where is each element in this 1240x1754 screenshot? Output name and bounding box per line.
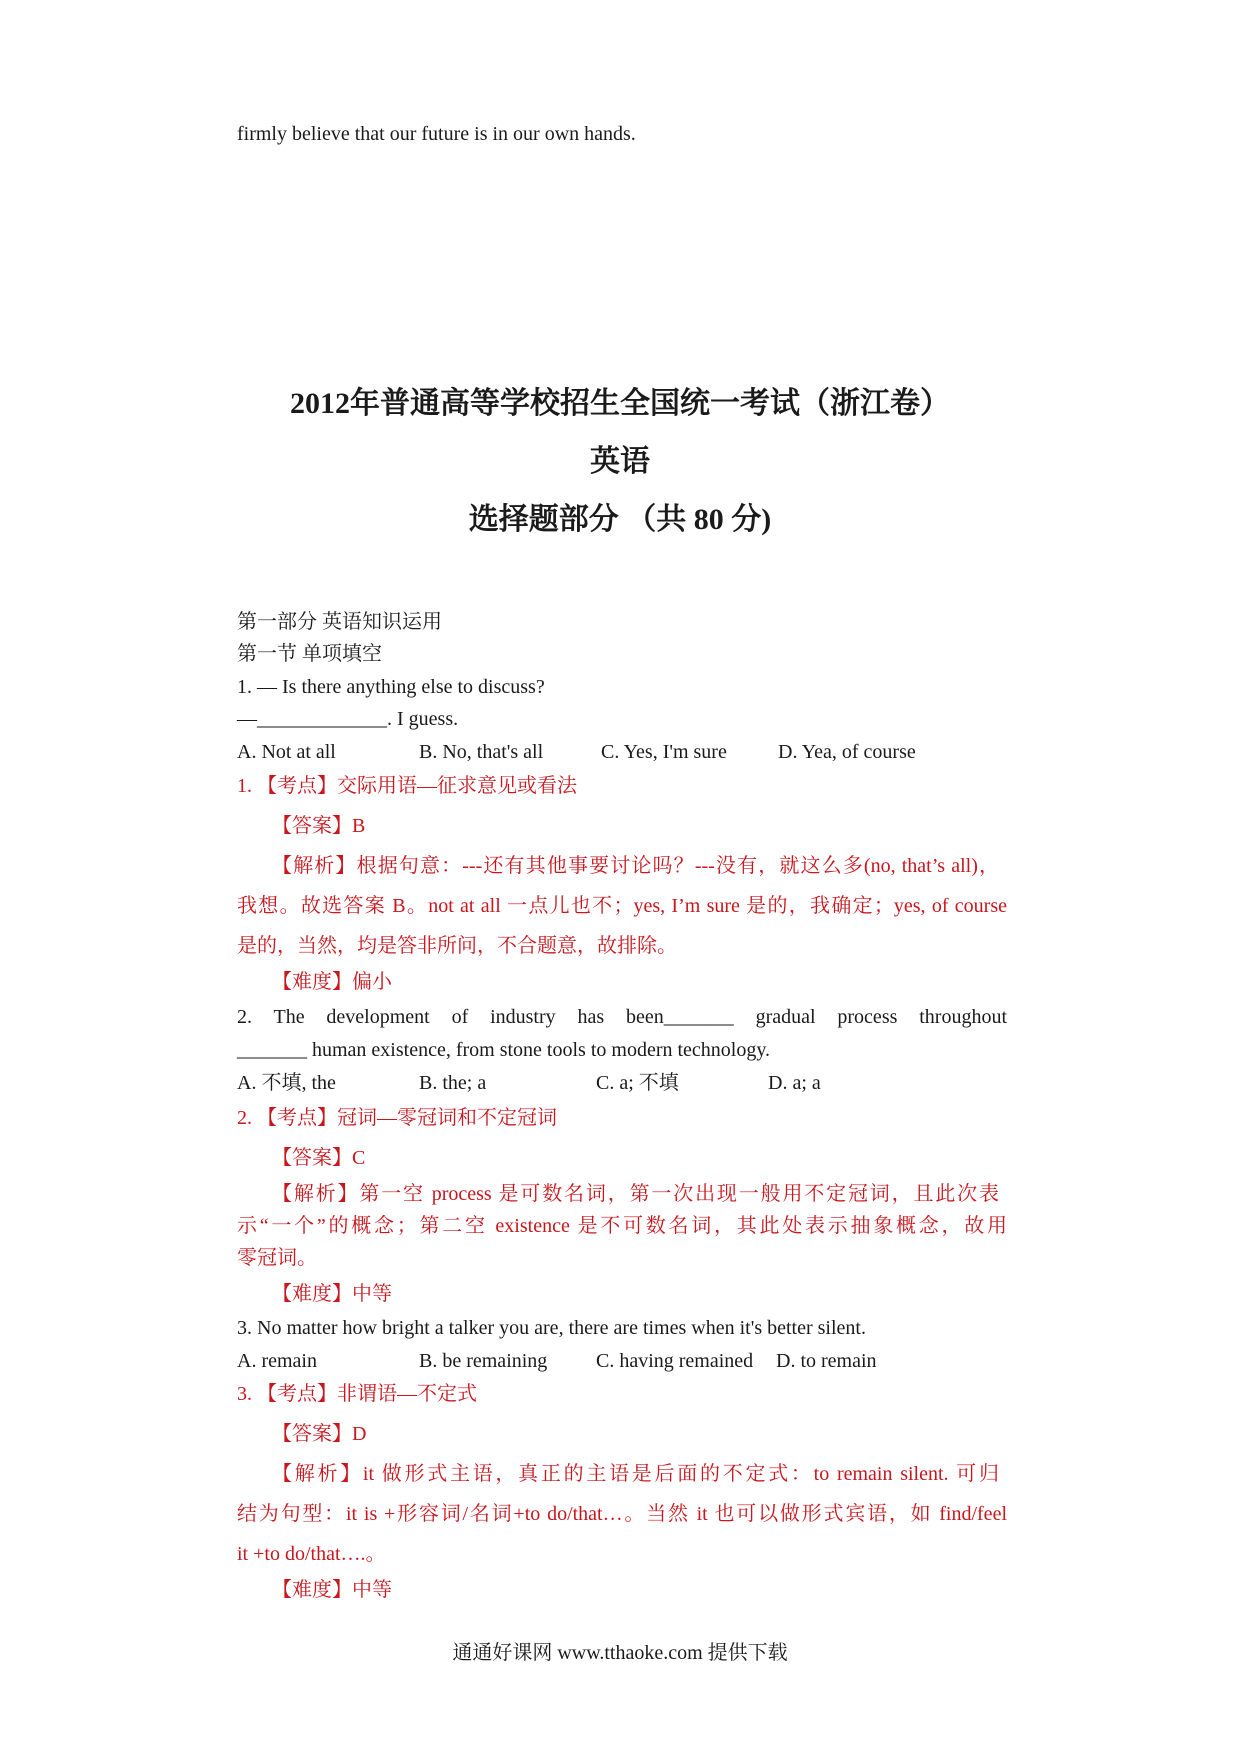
exam-title: 2012年普通高等学校招生全国统一考试（浙江卷） — [290, 387, 950, 420]
question-1-option-d: D. Yea, of course — [778, 741, 916, 763]
question-3-option-a: A. remain — [237, 1350, 317, 1372]
question-2-answer: 【答案】C — [272, 1147, 366, 1169]
section-title: 选择题部分 （共 80 分) — [468, 503, 772, 536]
question-2-analysis-line-1: 【解析】第一空 process 是可数名词，第一次出现一般用不定冠词，且此次表 — [272, 1183, 999, 1205]
question-2-analysis-line-2: 示“一个”的概念；第二空 existence 是不可数名词，其此处表示抽象概念，故用 — [237, 1215, 1007, 1237]
question-1-kaodian: 1. 【考点】交际用语—征求意见或看法 — [237, 775, 577, 797]
question-1-option-a: A. Not at all — [237, 741, 336, 763]
question-3-answer: 【答案】D — [272, 1423, 367, 1445]
question-1-analysis-line-1: 【解析】根据句意：---还有其他事要讨论吗？---没有，就这么多(no, that’s all)， — [272, 855, 999, 877]
question-2-option-c: C. a; 不填 — [596, 1072, 679, 1094]
question-3-option-d: D. to remain — [776, 1350, 877, 1372]
question-3-analysis-line-1: 【解析】it 做形式主语，真正的主语是后面的不定式：to remain silent. 可归 — [272, 1463, 999, 1485]
question-2-analysis-line-3: 零冠词。 — [237, 1247, 317, 1269]
subsection-heading: 第一节 单项填空 — [237, 643, 382, 665]
question-3-option-b: B. be remaining — [419, 1350, 548, 1372]
question-2-option-d: D. a; a — [768, 1072, 821, 1094]
question-1-analysis-line-2: 我想。故选答案 B。not at all 一点儿也不；yes, I’m sure 是的，我确定；yes, of course — [237, 895, 1007, 917]
question-1-option-b: B. No, that's all — [419, 741, 544, 763]
question-3-difficulty: 【难度】中等 — [272, 1579, 392, 1601]
question-3-stem: 3. No matter how bright a talker you are, there are times when it's better silent. — [237, 1317, 866, 1339]
question-3-analysis-line-2: 结为句型：it is +形容词/名词+to do/that…。当然 it 也可以做形式宾语，如 find/feel — [237, 1503, 1007, 1525]
question-3-option-c: C. having remained — [596, 1350, 754, 1372]
question-2-difficulty: 【难度】中等 — [272, 1283, 392, 1305]
question-2-stem-line-2: _______ human existence, from stone tools to modern technology. — [237, 1039, 771, 1061]
question-3-analysis-line-3: it +to do/that….。 — [237, 1543, 386, 1565]
question-1-answer: 【答案】B — [272, 815, 366, 837]
question-2-option-a: A. 不填, the — [237, 1072, 336, 1094]
question-1-option-c: C. Yes, I'm sure — [601, 741, 727, 763]
question-1-stem: 1. — Is there anything else to discuss? — [237, 676, 545, 698]
question-2-option-b: B. the; a — [419, 1072, 487, 1094]
question-1-analysis-line-3: 是的，当然，均是答非所问，不合题意，故排除。 — [237, 935, 677, 957]
page-footer: 通通好课网 www.tthaoke.com 提供下载 — [452, 1642, 788, 1664]
part-heading: 第一部分 英语知识运用 — [237, 611, 442, 633]
question-2-kaodian: 2. 【考点】冠词—零冠词和不定冠词 — [237, 1107, 557, 1129]
question-1-difficulty: 【难度】偏小 — [272, 971, 392, 993]
carryover-text: firmly believe that our future is in our own hands. — [237, 123, 636, 145]
question-2-stem-line-1: 2. The development of industry has been_______ gradual process throughout — [237, 1006, 1007, 1028]
question-1-blank: —_____________. I guess. — [237, 708, 459, 730]
subject-title: 英语 — [590, 445, 650, 478]
question-3-kaodian: 3. 【考点】非谓语—不定式 — [237, 1383, 477, 1405]
